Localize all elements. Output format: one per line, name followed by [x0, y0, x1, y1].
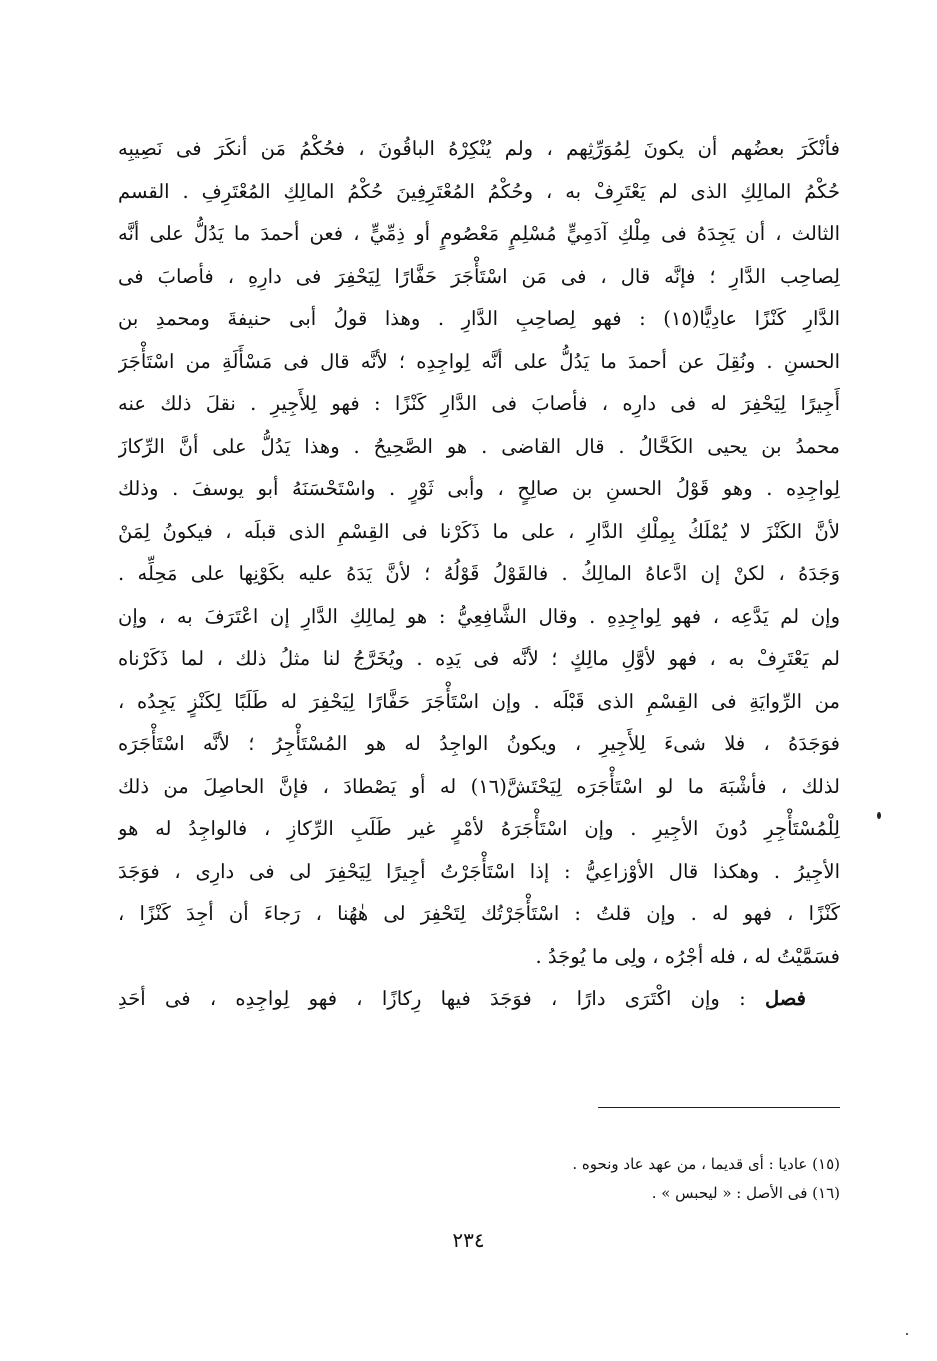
section-line	[118, 978, 840, 1021]
footnotes	[118, 1150, 840, 1208]
footnote: (١٦) فى الأصل : « ليحبس » .	[651, 1184, 840, 1202]
text-line: لم يَعْتَرِفْ به ، فهو لأوَّلِ مالِكٍ ؛ لأنَّه فى يَدِه . ويُخَرَّجُ لنا مثلُ ذلك ، لما ذَكَرْناه	[118, 647, 840, 670]
text-line: الدَّارِ كَنْزًا عادِيًّا(١٥) : فهو لِصاحِبِ الدَّارِ . وهذا قولُ أبى حنيفةَ ومحمدِ بن	[118, 307, 840, 330]
text-line: وإن لم يَدَّعِه ، فهو لِواجِدِهِ . وقال الشَّافِعِيُّ : هو لِمالِكِ الدَّارِ إن اعْتَرَفَ به ، وإن	[118, 604, 840, 628]
text-line: لِواجِدِه . وهو قَوْلُ الحسنِ بن صالِحٍ ، وأبى ثَوْرٍ . واسْتَحْسَنَهُ أبو يوسفَ . وذلك	[118, 477, 840, 500]
text-line: حُكْمُ المالِكِ الذى لم يَعْتَرِفْ به ، وحُكْمُ المُعْتَرِفِينَ حُكْمُ المالِكِ المُعْتَرِفِ . القسم	[118, 179, 840, 203]
text-line: فوَجَدَهُ ، فلا شىءَ لِلأَجِيرِ ، ويكونُ الواجِدُ له هو المُسْتَأْجِرُ ؛ لأنَّه اسْتَأْجَرَه	[118, 732, 840, 755]
footnote-separator	[598, 1107, 840, 1108]
scan-speck	[906, 1333, 908, 1335]
text-line: محمدُ بن يحيى الكَحَّالُ . قال القاضى . هو الصَّحِيحُ . وهذا يَدُلُّ على أنَّ الرِّكازَ	[118, 434, 840, 458]
text-line: لِلْمُسْتَأْجِرِ دُونَ الأجِيرِ . وإن اسْتَأْجَرَهُ لأمْرٍ غير طَلَبِ الرِّكازِ ، فالواجِدُ له هو	[118, 817, 840, 840]
text-line: لِصاحِب الدَّارِ ؛ فإنَّه قال ، فى مَن اسْتَأْجَرَ حَفَّارًا لِيَحْفِرَ فى دارِهِ ، فأصابَ فى	[118, 264, 840, 288]
text-line: لذلك ، فأشْبَهَ ما لو اسْتَأْجَرَه لِيَحْتَشَّ(١٦) له أو يَصْطادَ ، فإنَّ الحاصِلَ من ذلك	[118, 774, 840, 798]
text-line: وَجَدَهُ ، لكنْ إن ادَّعاهُ المالِكُ . فالقَوْلُ قَوْلُهُ ؛ لأنَّ يَدَهُ عليه بكَوْنِها على مَحِلِّه .	[118, 562, 840, 585]
section-text: : وإن اكْتَرَى دارًا ، فوَجَدَ فيها رِكازًا ، فهو لِواجِدِه ، فى أحَدِ	[118, 987, 746, 1010]
text-line: لأنَّ الكَنْزَ لا يُمْلَكُ بِمِلْكِ الدَّارِ ، على ما ذَكَرْنا فى القِسْمِ الذى قبلَه ، فيكونُ لِمَنْ	[118, 519, 840, 543]
text-line: أَجِيرًا لِيَحْفِرَ له فى دارِه ، فأصابَ فى الدَّارِ كَنْزًا : فهو لِلأَجِيرِ . نقلَ ذلك عنه	[118, 392, 840, 415]
section-heading: فصل	[765, 987, 806, 1010]
text-line: الأجِيرُ . وهكذا قال الأوْزاعِيُّ : إذا اسْتَأْجَرْتُ أجِيرًا لِيَحْفِرَ لى فى دارِى ، فوَجَدَ	[118, 859, 840, 883]
text-line: الثالث ، أن يَجِدَهُ فى مِلْكِ آدَمِيٍّ مُسْلِمٍ مَعْصُومٍ أو ذِمِّيٍّ ، فعن أحمدَ ما يَدُلُّ على أنَّه	[118, 222, 840, 245]
body-text	[118, 128, 840, 1021]
text-line: فسَمَّيْتُ له ، فله أجْرُه ، ولِى ما يُوجَدُ .	[535, 944, 840, 968]
text-line: فأنْكَرَ بعضُهم أن يكونَ لِمُوَرِّثِهم ، ولم يُنْكِرْهُ الباقُونَ ، فحُكْمُ مَن أنكَرَ فى نَصِيبِه	[118, 137, 840, 160]
text-line: من الرِّوايَةِ فى القِسْمِ الذى قَبْلَه . وإن اسْتَأْجَرَ حَفَّارًا لِيَحْفِرَ له طَلَبًا لِكَنْزٍ يَجِدُه ،	[118, 689, 840, 713]
footnote: (١٥) عاديا : أى قديما ، من عهد عاد ونحوه .	[572, 1155, 840, 1173]
text-line: الحسنِ . ونُقِلَ عن أحمدَ ما يَدُلُّ على أنَّه لِواجِدِه ؛ لأنَّه قال فى مَسْأَلَةِ من اسْتَأْجَرَ	[118, 349, 840, 373]
margin-mark	[877, 812, 881, 819]
page-number: ٢٣٤	[452, 1228, 485, 1252]
text-line: كَنْزًا ، فهو له . وإن قلتُ : اسْتَأْجَرْتُك لِتَحْفِرَ لى هٰهُنا ، رَجاءَ أن أجِدَ كَنْزًا ،	[118, 902, 840, 925]
